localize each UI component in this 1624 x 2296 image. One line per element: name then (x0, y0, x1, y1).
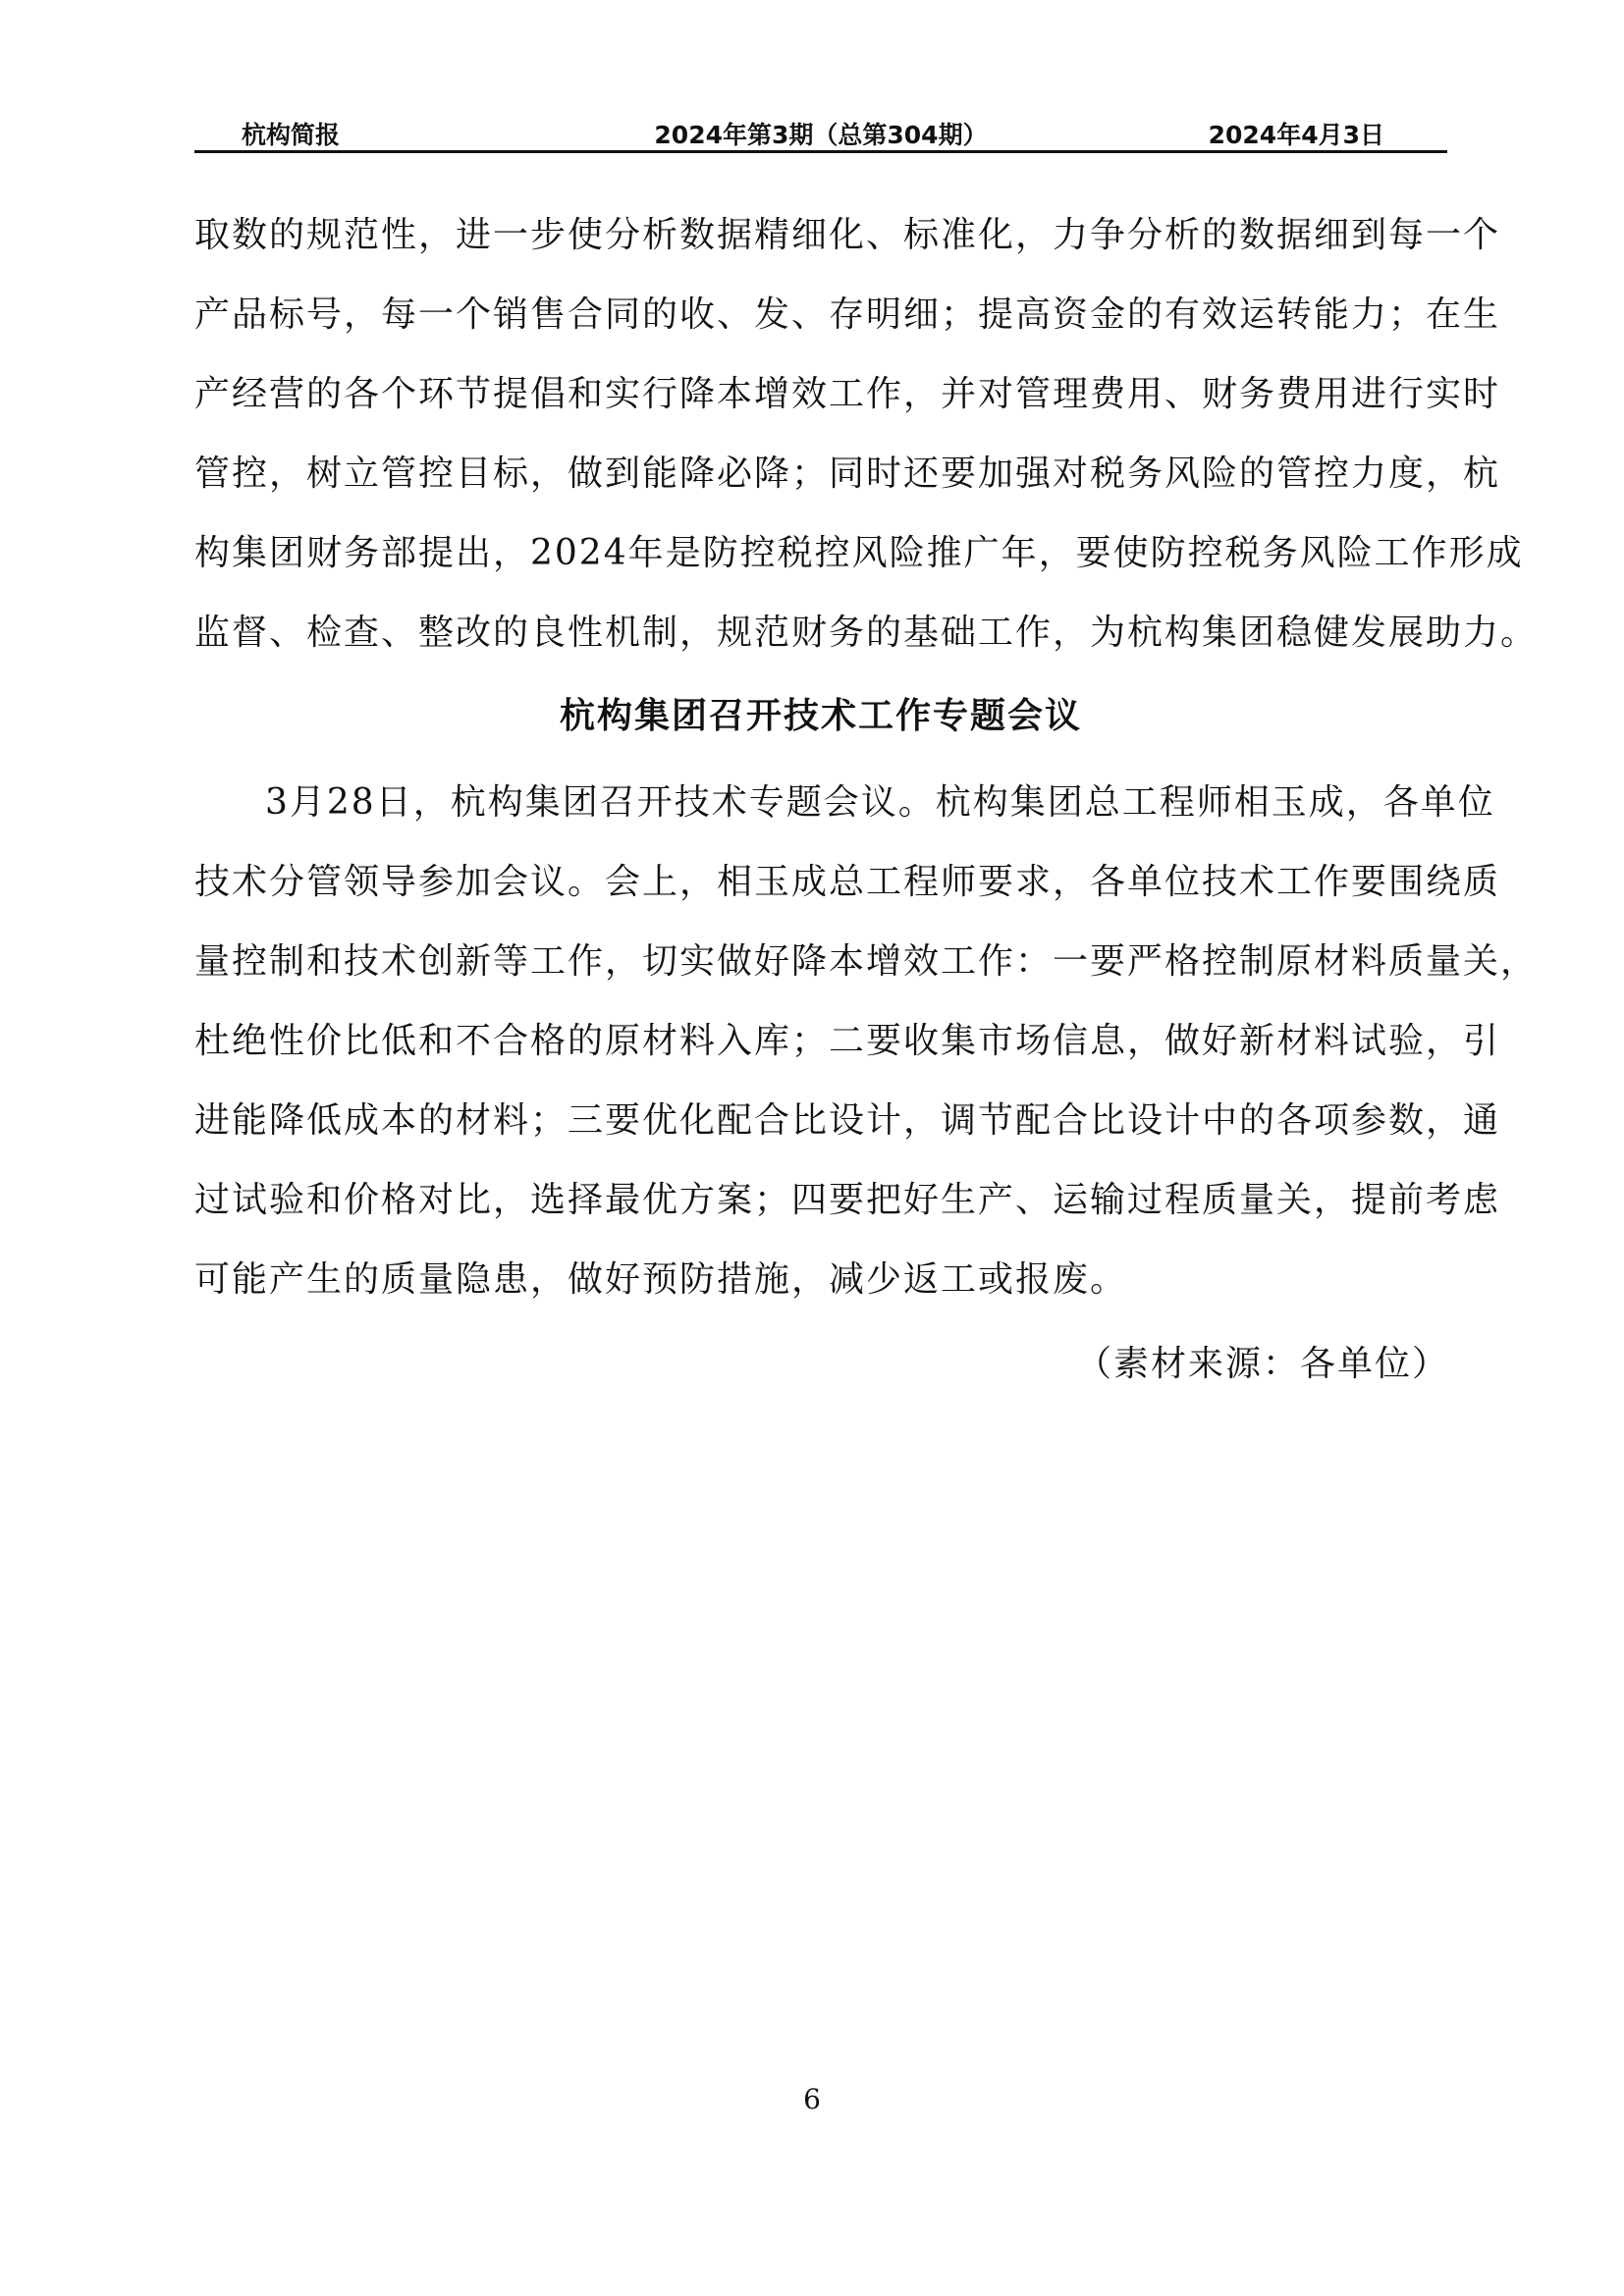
paragraph-line: 可能产生的质量隐患，做好预防措施，减少返工或报废。 (194, 1259, 1128, 1300)
section-title: 杭构集团召开技术工作专题会议 (559, 696, 1082, 736)
paragraph-line: 取数的规范性，进一步使分析数据精细化、标准化，力争分析的数据细到每一个 (194, 215, 1501, 255)
paragraph-line: 构集团财务部提出，2024年是防控税控风险推广年，要使防控税务风险工作形成 (194, 533, 1524, 573)
running-header (194, 112, 1447, 151)
header-publication-name: 杭构简报 (242, 121, 341, 149)
header-rule (194, 150, 1447, 153)
paragraph-line: 产经营的各个环节提倡和实行降本增效工作，并对管理费用、财务费用进行实时 (194, 374, 1501, 414)
paragraph-line: 产品标号，每一个销售合同的收、发、存明细；提高资金的有效运转能力；在生 (194, 294, 1501, 335)
paragraph-line: 过试验和价格对比，选择最优方案；四要把好生产、运输过程质量关，提前考虑 (194, 1180, 1501, 1220)
paragraph-line: 监督、检查、整改的良性机制，规范财务的基础工作，为杭构集团稳健发展助力。 (194, 613, 1539, 653)
paragraph-line: 3月28日，杭构集团召开技术专题会议。杭构集团总工程师相玉成，各单位 (265, 782, 1495, 823)
paragraph-line: 量控制和技术创新等工作，切实做好降本增效工作：一要严格控制原材料质量关， (194, 941, 1539, 982)
source-attribution: （素材来源：各单位） (1075, 1344, 1449, 1384)
paragraph-line: 技术分管领导参加会议。会上，相玉成总工程师要求，各单位技术工作要围绕质 (194, 862, 1501, 902)
paragraph-line: 管控，树立管控目标，做到能降必降；同时还要加强对税务风险的管控力度，杭 (194, 454, 1501, 494)
header-date: 2024年4月3日 (1208, 121, 1384, 149)
header-issue-number: 2024年第3期（总第304期） (654, 121, 988, 149)
page-number: 6 (803, 2083, 821, 2115)
paragraph-line: 进能降低成本的材料；三要优化配合比设计，调节配合比设计中的各项参数，通 (194, 1100, 1501, 1141)
paragraph-line: 杜绝性价比低和不合格的原材料入库；二要收集市场信息，做好新材料试验，引 (194, 1021, 1501, 1061)
